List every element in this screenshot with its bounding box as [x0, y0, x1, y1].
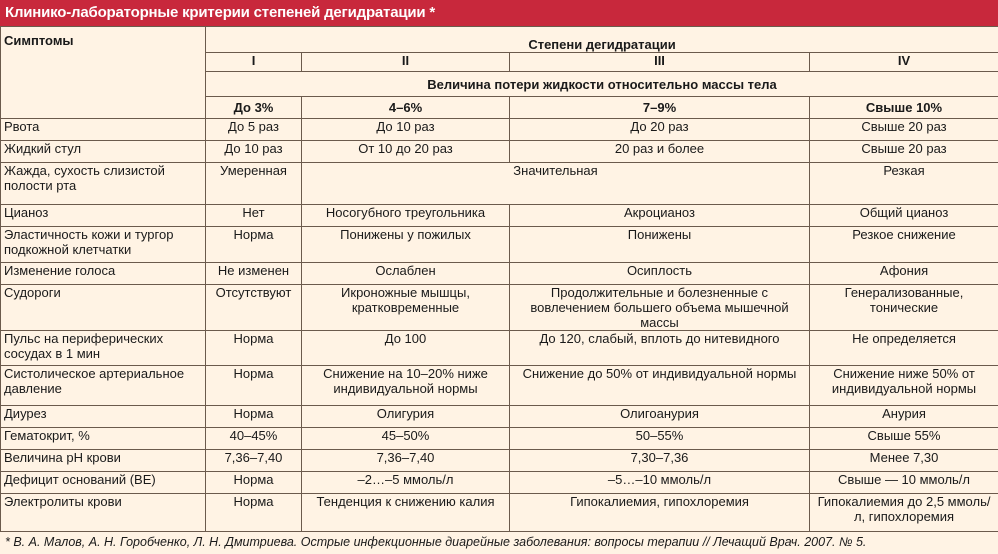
- table-row: [1, 450, 998, 472]
- degree-label: II: [302, 53, 510, 72]
- degree-2-value: Икроножные мышцы, кратковременные: [302, 285, 510, 331]
- degree-1-value: Норма: [206, 406, 302, 428]
- degree-3-value: 20 раз и более: [510, 141, 810, 163]
- degree-3-value: Акроцианоз: [510, 205, 810, 227]
- degree-4-value: Свыше 55%: [810, 428, 998, 450]
- table-row: [1, 366, 998, 406]
- symptom-name: Рвота: [1, 119, 206, 141]
- table-row: [1, 205, 998, 227]
- degree-1-value: Умеренная: [206, 163, 302, 205]
- degree-2-value: 7,36–7,40: [302, 450, 510, 472]
- degree-4-value: Общий цианоз: [810, 205, 998, 227]
- degree-1-value: Норма: [206, 494, 302, 532]
- degrees-header: Степени дегидратации: [206, 27, 998, 53]
- table-row: [1, 494, 998, 532]
- degree-4-value: Генерализованные, тонические: [810, 285, 998, 331]
- degree-2-value: Снижение на 10–20% ниже индивидуальной нормы: [302, 366, 510, 406]
- table-row: [1, 285, 998, 331]
- degree-3-value: 7,30–7,36: [510, 450, 810, 472]
- symptom-name: Диурез: [1, 406, 206, 428]
- symptom-name: Дефицит оснований (ВЕ): [1, 472, 206, 494]
- degree-2-value: До 10 раз: [302, 119, 510, 141]
- degree-2-value: 45–50%: [302, 428, 510, 450]
- degree-2-value: Понижены у пожилых: [302, 227, 510, 263]
- symptom-name: Гематокрит, %: [1, 428, 206, 450]
- degree-2-value: До 100: [302, 331, 510, 366]
- loss-value: 7–9%: [510, 97, 810, 119]
- degree-1-value: 7,36–7,40: [206, 450, 302, 472]
- table-row: [1, 263, 998, 285]
- symptom-name: Цианоз: [1, 205, 206, 227]
- symptom-name: Жидкий стул: [1, 141, 206, 163]
- degree-4-value: Гипокалиемия до 2,5 ммоль/л, гипохлоремия: [810, 494, 998, 532]
- degree-4-value: Не определяется: [810, 331, 998, 366]
- degree-1-value: Норма: [206, 331, 302, 366]
- degree-3-value: Понижены: [510, 227, 810, 263]
- table-row: [1, 331, 998, 366]
- symptom-name: Систолическое артериальное давление: [1, 366, 206, 406]
- degree-4-value: Свыше — 10 ммоль/л: [810, 472, 998, 494]
- symptom-name: Электролиты крови: [1, 494, 206, 532]
- table-row: [1, 472, 998, 494]
- symptom-name: Величина рН крови: [1, 450, 206, 472]
- degree-1-value: Не изменен: [206, 263, 302, 285]
- symptom-name: Жажда, сухость слизистой полости рта: [1, 163, 206, 205]
- degree-3-value: Осиплость: [510, 263, 810, 285]
- degree-4-value: Резкое снижение: [810, 227, 998, 263]
- loss-value: 4–6%: [302, 97, 510, 119]
- degree-1-value: Норма: [206, 366, 302, 406]
- degree-1-value: До 10 раз: [206, 141, 302, 163]
- degree-4-value: Свыше 20 раз: [810, 119, 998, 141]
- dehydration-table: [0, 26, 998, 532]
- table-row: [1, 227, 998, 263]
- symptom-name: Эластичность кожи и тургор подкожной клетчатки: [1, 227, 206, 263]
- degree-2-value: Тенденция к снижению калия: [302, 494, 510, 532]
- degree-3-value: Продолжительные и болезненные с вовлечением большего объема мышечной массы: [510, 285, 810, 331]
- degree-4-value: Афония: [810, 263, 998, 285]
- degree-label: IV: [810, 53, 998, 72]
- degree-3-value: Снижение до 50% от индивидуальной нормы: [510, 366, 810, 406]
- degree-4-value: Анурия: [810, 406, 998, 428]
- symptom-name: Изменение голоса: [1, 263, 206, 285]
- table-title: Клинико-лабораторные критерии степеней дегидратации *: [0, 0, 998, 26]
- table-row: [1, 141, 998, 163]
- loss-value: До 3%: [206, 97, 302, 119]
- degree-3-value: Олигоанурия: [510, 406, 810, 428]
- degree-2-3-value: Значительная: [302, 163, 810, 205]
- degree-3-value: До 20 раз: [510, 119, 810, 141]
- degree-1-value: Норма: [206, 472, 302, 494]
- degree-1-value: Нет: [206, 205, 302, 227]
- loss-value: Свыше 10%: [810, 97, 998, 119]
- symptom-name: Судороги: [1, 285, 206, 331]
- degree-1-value: Отсутствуют: [206, 285, 302, 331]
- degree-2-value: –2…–5 ммоль/л: [302, 472, 510, 494]
- degree-2-value: От 10 до 20 раз: [302, 141, 510, 163]
- footnote: * В. А. Малов, А. Н. Горобченко, Л. Н. Дмитриева. Острые инфекционные диарейные заболевания: вопросы терапии // Лечащий Врач. 2007. № 5.: [5, 535, 867, 549]
- table-row: [1, 163, 998, 205]
- degree-4-value: Свыше 20 раз: [810, 141, 998, 163]
- degree-2-value: Ослаблен: [302, 263, 510, 285]
- degree-3-value: До 120, слабый, вплоть до нитевидного: [510, 331, 810, 366]
- symptoms-header: Симптомы: [1, 27, 206, 119]
- degree-2-value: Олигурия: [302, 406, 510, 428]
- table-row: [1, 428, 998, 450]
- degree-2-value: Носогубного треугольника: [302, 205, 510, 227]
- header-row-degrees: [1, 27, 998, 53]
- table-row: [1, 119, 998, 141]
- degree-1-value: До 5 раз: [206, 119, 302, 141]
- degree-4-value: Резкая: [810, 163, 998, 205]
- symptom-name: Пульс на периферических сосудах в 1 мин: [1, 331, 206, 366]
- table-row: [1, 406, 998, 428]
- degree-3-value: –5…–10 ммоль/л: [510, 472, 810, 494]
- degree-4-value: Снижение ниже 50% от индивидуальной нормы: [810, 366, 998, 406]
- degree-label: III: [510, 53, 810, 72]
- degree-4-value: Менее 7,30: [810, 450, 998, 472]
- degree-3-value: 50–55%: [510, 428, 810, 450]
- degree-label: I: [206, 53, 302, 72]
- degree-3-value: Гипокалиемия, гипохлоремия: [510, 494, 810, 532]
- degree-1-value: Норма: [206, 227, 302, 263]
- loss-header: Величина потери жидкости относительно массы тела: [206, 72, 998, 97]
- degree-1-value: 40–45%: [206, 428, 302, 450]
